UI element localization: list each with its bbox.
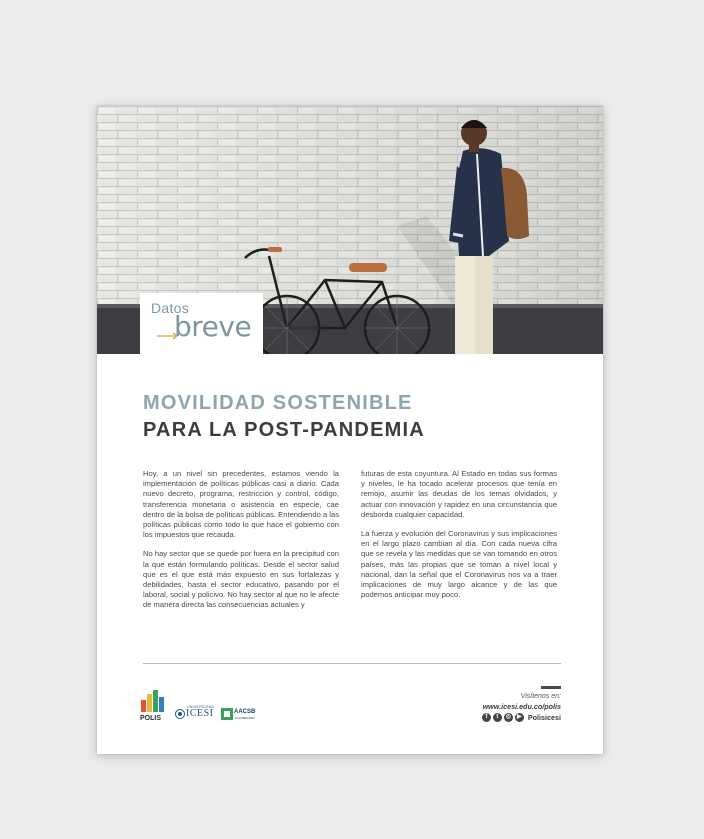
- body-column-right: [361, 469, 557, 609]
- polis-logo-icon: [139, 686, 169, 716]
- footer-accent-dash: [541, 686, 561, 689]
- page-title-line2: PARA LA POST-PANDEMIA: [143, 419, 425, 441]
- aacsb-logo-sub: ACCREDITED: [235, 716, 255, 720]
- datos-breve-badge: [140, 293, 263, 354]
- icesi-seal-icon: [175, 709, 185, 719]
- icesi-logo-top: UNIVERSIDAD: [187, 705, 215, 709]
- visit-label: Visítenos en:: [520, 693, 561, 700]
- social-handle[interactable]: Polisicesi: [527, 713, 561, 722]
- youtube-icon[interactable]: ▶: [515, 713, 524, 722]
- body-column-left: [143, 469, 339, 620]
- polis-logo-text: POLIS: [140, 715, 162, 722]
- paragraph: No hay sector que se quede por fuera en la precipitud con la que están formulando políticas. Desde el sector salud que es el que está más expuesto en sus fortalezas y debilidades, hasta el sector educativo, pasando por el laboral, social y policivo. No hay sector al que no le afecte de manera directa las consecuencias actuales y: [143, 549, 339, 610]
- icesi-logo-text: ICESI: [186, 708, 214, 719]
- facebook-icon[interactable]: f: [482, 713, 491, 722]
- hero-photo: [97, 106, 603, 354]
- paragraph: La fuerza y evolución del Coronavirus y sus implicaciones en el largo plazo cambian al día. Con cada nueva cifra que se revela y las medidas que se van tomando en otros países, más las propias que se toman a nivel local y nacional, dan la señal que el Coronavirus nos va a traer implicaciones de muy largo alcance y de las que podemos anticipar muy poco.: [361, 529, 557, 600]
- instagram-icon[interactable]: ◎: [505, 714, 511, 720]
- aacsb-logo-icon: [221, 708, 233, 720]
- partner-logos: [137, 686, 277, 726]
- arrow-icon: [157, 332, 181, 340]
- page-title-line1: MOVILIDAD SOSTENIBLE: [143, 392, 413, 414]
- paragraph: futuras de esta coyuntura. Al Estado en todas sus formas y niveles, le ha tocado acelerar procesos que tenía en remojo, asumir las deudas de los temas olvidados, y actuar con innovación y rapidez en una circunstancia que desborda cualquier capacidad.: [361, 469, 557, 519]
- twitter-icon[interactable]: t: [493, 713, 502, 722]
- social-links: [482, 712, 561, 723]
- website-link[interactable]: www.icesi.edu.co/polis: [482, 702, 561, 711]
- footer-divider: [143, 663, 561, 664]
- badge-line1: Datos: [151, 300, 190, 316]
- badge-line2: breve: [174, 310, 252, 343]
- document-page: [97, 106, 603, 754]
- aacsb-logo-text: AACSB: [234, 709, 256, 715]
- paragraph: Hoy, a un nivel sin precedentes, estamos viendo la implementación de políticas públicas casi a diario. Cada nuevo decreto, programa, restricción y control, código, transferencia monetaria o asistencia en especie, cae dentro de la bolsa de políticas públicas. Entendiendo a las políticas públicas como todo lo que hace el gobierno con los impuestos que recauda.: [143, 469, 339, 540]
